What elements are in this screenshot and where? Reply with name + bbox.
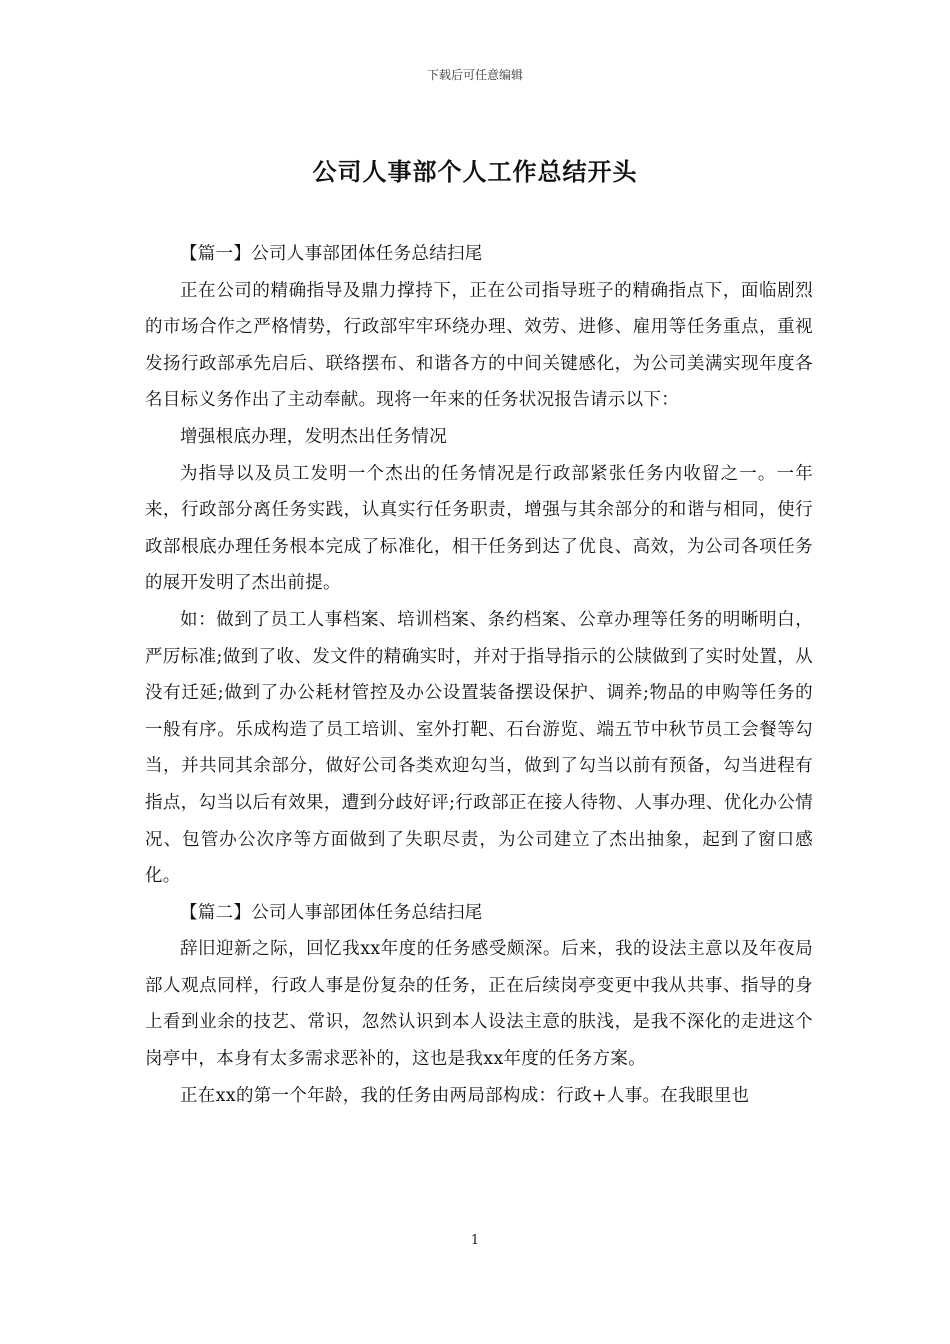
document-body <box>145 236 813 1114</box>
section-heading-part-one: 【篇一】公司人事部团体任务总结扫尾 <box>180 244 483 264</box>
section-heading-part-two: 【篇二】公司人事部团体任务总结扫尾 <box>180 902 483 923</box>
page-number: 1 <box>470 1233 480 1248</box>
subheading-paragraph: 增强根底办理，发明杰出任务情况 <box>180 426 447 447</box>
body-paragraph: 正在xx的第一个年龄，我的任务由两局部构成：行政+人事。在我眼里也 <box>180 1085 750 1106</box>
document-title: 公司人事部个人工作总结开头 <box>312 157 638 186</box>
body-paragraph: 辞旧迎新之际，回忆我xx年度的任务感受颇深。后来，我的设法主意以及年夜局部人观点同样，行政人事是份复杂的任务，正在后续岗亭变更中我从共事、指导的身上看到业余的技艺、常识，忽然认识到本人设法主意的肤浅，是我不深化的走进这个岗亭中，本身有太多需求恶补的，这也是我xx年度的任务方案。 <box>145 939 813 1070</box>
body-paragraph: 正在公司的精确指导及鼎力撑持下，正在公司指导班子的精确指点下，面临剧烈的市场合作之严格情势，行政部牢牢环绕办理、效劳、进修、雇用等任务重点，重视发扬行政部承先启后、联络摆布、和谐各方的中间关键感化，为公司美满实现年度各名目标义务作出了主动奉献。现将一年来的任务状况报告请示以下： <box>145 280 813 411</box>
body-paragraph: 为指导以及员工发明一个杰出的任务情况是行政部紧张任务内收留之一。一年来，行政部分离任务实践，认真实行任务职责，增强与其余部分的和谐与相同，使行政部根底办理任务根本完成了标准化，相干任务到达了优良、高效，为公司各项任务的展开发明了杰出前提。 <box>145 463 813 594</box>
body-paragraph: 如：做到了员工人事档案、培训档案、条约档案、公章办理等任务的明晰明白，严厉标准;做到了收、发文件的精确实时，并对于指导指示的公牍做到了实时处置，从没有迁延;做到了办公耗材管控及办公设置装备摆设保护、调养;物品的申购等任务的一般有序。乐成构造了员工培训、室外打靶、石台游览、端五节中秋节员工会餐等勾当，并共同其余部分，做好公司各类欢迎勾当，做到了勾当以前有预备，勾当进程有指点，勾当以后有效果，遭到分歧好评;行政部正在接人待物、人事办理、优化办公情况、包管办公次序等方面做到了失职尽责，为公司建立了杰出抽象，起到了窗口感化。 <box>145 609 813 887</box>
header-note: 下载后可任意编辑 <box>426 68 523 82</box>
